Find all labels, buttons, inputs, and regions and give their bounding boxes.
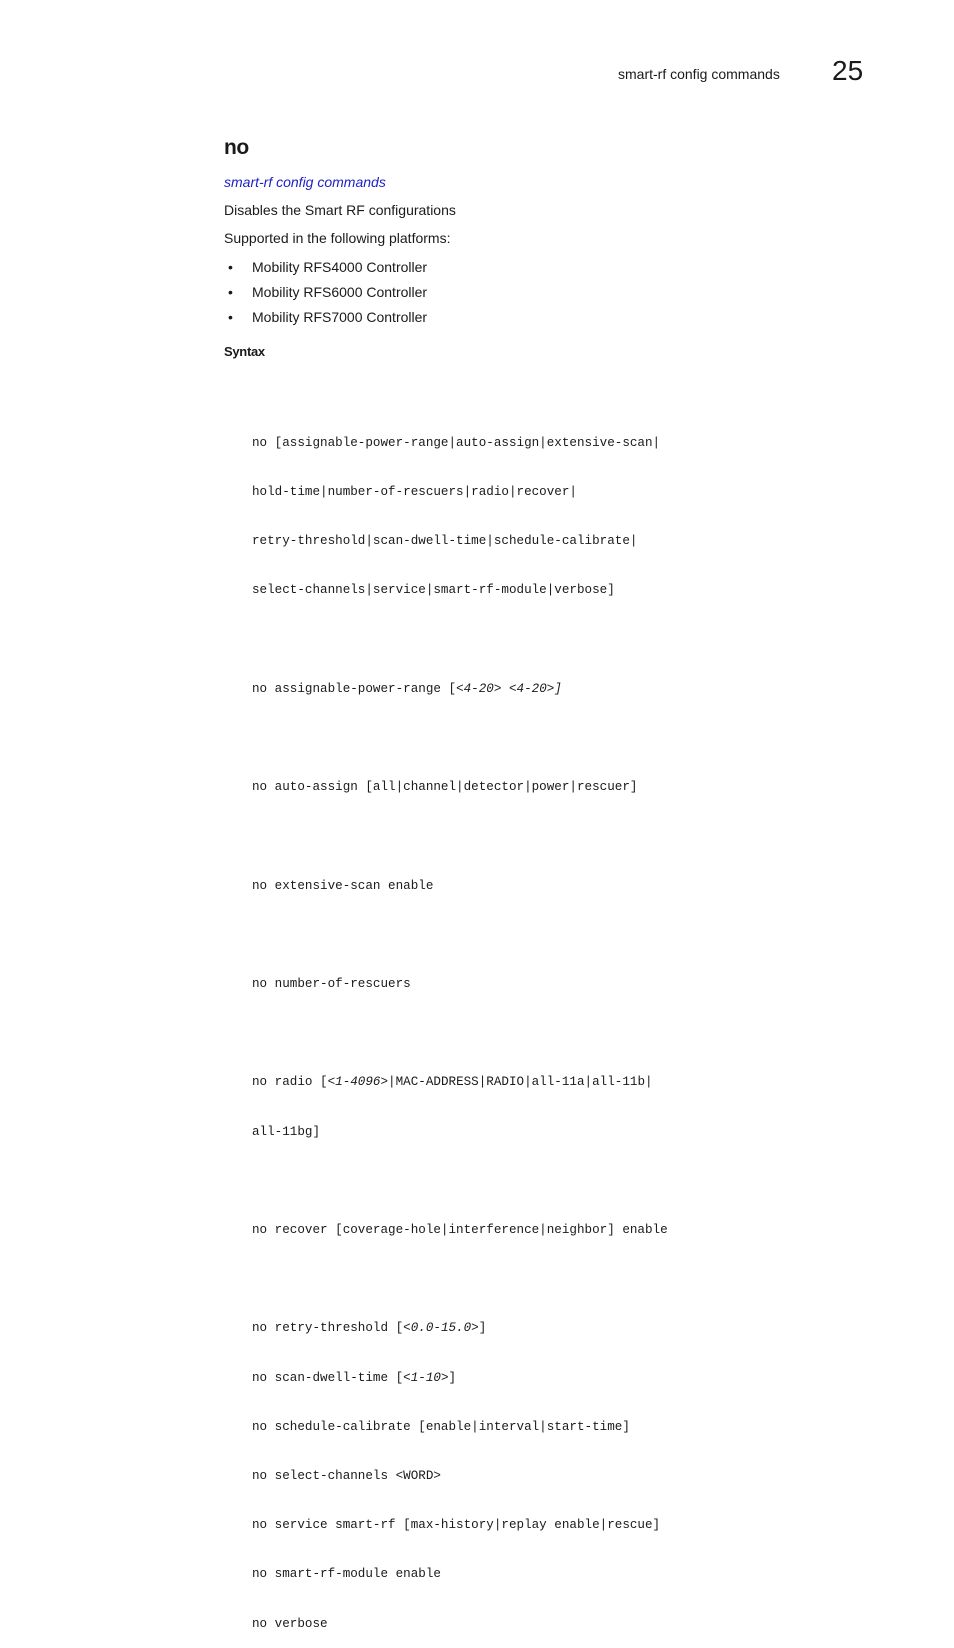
page-title: no xyxy=(224,136,249,159)
code-line xyxy=(252,1320,668,1336)
section-link[interactable]: smart-rf config commands xyxy=(224,174,386,190)
bullet-icon: • xyxy=(228,259,233,275)
code-text: no scan-dwell-time [ xyxy=(252,1370,404,1385)
list-item xyxy=(224,283,427,308)
platforms-intro: Supported in the following platforms: xyxy=(224,230,451,246)
code-line: select-channels|service|smart-rf-module|verbose] xyxy=(252,583,615,598)
code-param: <4-20> <4-20>] xyxy=(456,681,562,696)
code-text: ] xyxy=(478,1321,487,1336)
running-header-title: smart-rf config commands xyxy=(618,66,780,82)
platform-list xyxy=(224,258,427,333)
code-line: retry-threshold|scan-dwell-time|schedule-calibrate| xyxy=(252,534,638,549)
code-param: <1-10> xyxy=(403,1370,449,1385)
bullet-icon: • xyxy=(228,309,233,325)
code-line: no service smart-rf [max-history|replay enable|rescue] xyxy=(252,1518,661,1533)
code-line: no recover [coverage-hole|interference|neighbor] enable xyxy=(252,1223,668,1238)
platform-label: Mobility RFS4000 Controller xyxy=(252,259,428,275)
description-text: Disables the Smart RF configurations xyxy=(224,202,456,218)
code-line xyxy=(252,1074,668,1090)
code-text: no assignable-power-range [ xyxy=(252,681,457,696)
code-line: all-11bg] xyxy=(252,1124,321,1139)
code-line: no [assignable-power-range|auto-assign|extensive-scan| xyxy=(252,435,661,450)
code-line xyxy=(252,1370,668,1386)
code-line: no number-of-rescuers xyxy=(252,977,411,992)
code-line: no smart-rf-module enable xyxy=(252,1567,441,1582)
code-text: ] xyxy=(448,1370,457,1385)
code-line: no select-channels <WORD> xyxy=(252,1469,441,1484)
syntax-heading: Syntax xyxy=(224,344,265,359)
code-param: <1-4096> xyxy=(327,1075,389,1090)
code-line: no schedule-calibrate [enable|interval|start-time] xyxy=(252,1419,630,1434)
syntax-code-block xyxy=(252,402,668,1648)
list-item xyxy=(224,258,427,283)
list-item xyxy=(224,308,427,333)
platform-label: Mobility RFS7000 Controller xyxy=(252,309,428,325)
platform-label: Mobility RFS6000 Controller xyxy=(252,284,428,300)
code-text: no radio [ xyxy=(252,1075,328,1090)
code-line: hold-time|number-of-rescuers|radio|recover| xyxy=(252,485,577,500)
chapter-number: 25 xyxy=(832,55,864,86)
code-text: no retry-threshold [ xyxy=(252,1321,404,1336)
code-param: <0.0-15.0> xyxy=(403,1321,479,1336)
code-line xyxy=(252,681,668,697)
code-line: no extensive-scan enable xyxy=(252,878,434,893)
code-line: no auto-assign [all|channel|detector|power|rescuer] xyxy=(252,780,638,795)
code-line: no verbose xyxy=(252,1616,328,1631)
code-text: |MAC-ADDRESS|RADIO|all-11a|all-11b| xyxy=(388,1075,653,1090)
bullet-icon: • xyxy=(228,284,233,300)
